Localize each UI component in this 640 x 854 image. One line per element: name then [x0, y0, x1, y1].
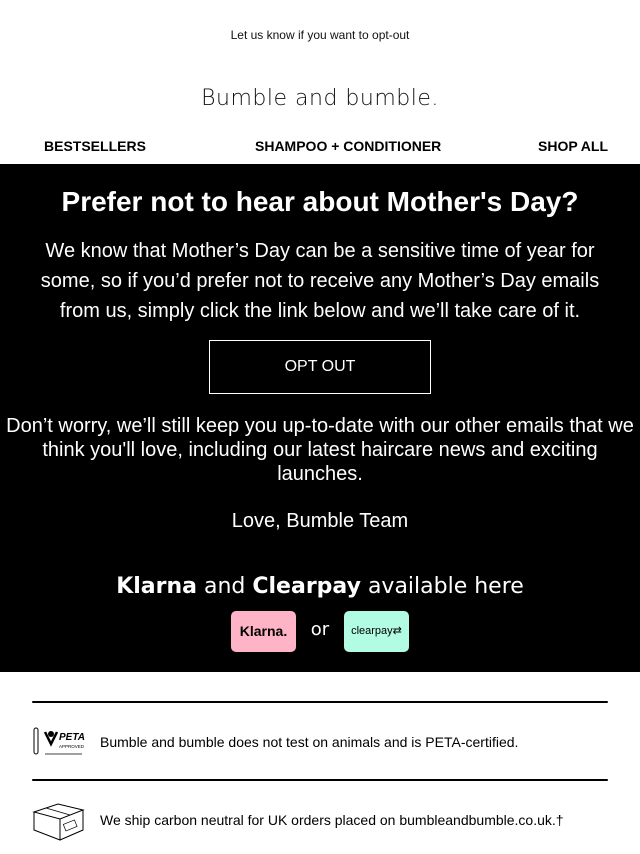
divider — [32, 779, 608, 781]
nav-item-shampoo-conditioner[interactable]: SHAMPOO + CONDITIONER — [255, 138, 442, 154]
nav-item-shop-all[interactable]: SHOP ALL — [538, 138, 609, 154]
info-row-carbon-neutral — [32, 798, 608, 842]
peta-text: Bumble and bumble does not test on animals and is PETA-certified. — [100, 734, 519, 750]
main-nav — [0, 138, 640, 156]
klarna-logo[interactable]: Klarna. — [231, 611, 296, 652]
payment-options-heading — [0, 574, 640, 599]
hero-signoff: Love, Bumble Team — [231, 510, 409, 532]
hero-heading: Prefer not to hear about Mother's Day? — [61, 186, 579, 217]
opt-out-button[interactable]: OPT OUT — [209, 340, 431, 394]
carbon-neutral-text: We ship carbon neutral for UK orders placed on bumbleandbumble.co.uk.† — [100, 812, 564, 828]
svg-text:PETA: PETA — [59, 732, 85, 743]
peta-approved-icon — [32, 720, 86, 764]
svg-text:APPROVED: APPROVED — [59, 744, 85, 749]
opt-out-hero — [0, 164, 640, 672]
shipping-box-icon — [32, 798, 86, 842]
klarna-word: Klarna — [116, 574, 197, 599]
hero-reassurance: Don’t worry, we’ll still keep you up-to-date with our other emails that we think you'll love, including our latest haircare news and exciting launches. — [6, 415, 634, 485]
preheader-opt-out-link[interactable]: Let us know if you want to opt-out — [230, 28, 410, 42]
hero-intro: We know that Mother’s Day can be a sensitive time of year for some, so if you’d prefer not to receive any Mother’s Day emails from us, simply click the link below and we’ll take care of it. — [40, 240, 600, 322]
divider — [32, 701, 608, 703]
nav-item-bestsellers[interactable]: BESTSELLERS — [44, 138, 146, 154]
info-row-peta — [32, 720, 608, 764]
or-text: or — [310, 619, 330, 640]
available-text: available here — [367, 574, 524, 599]
clearpay-logo[interactable]: clearpay⇄ — [344, 611, 409, 652]
and-word: and — [203, 574, 246, 599]
clearpay-word: Clearpay — [252, 574, 361, 599]
brand-logo[interactable]: Bumble and bumble. — [201, 86, 439, 111]
